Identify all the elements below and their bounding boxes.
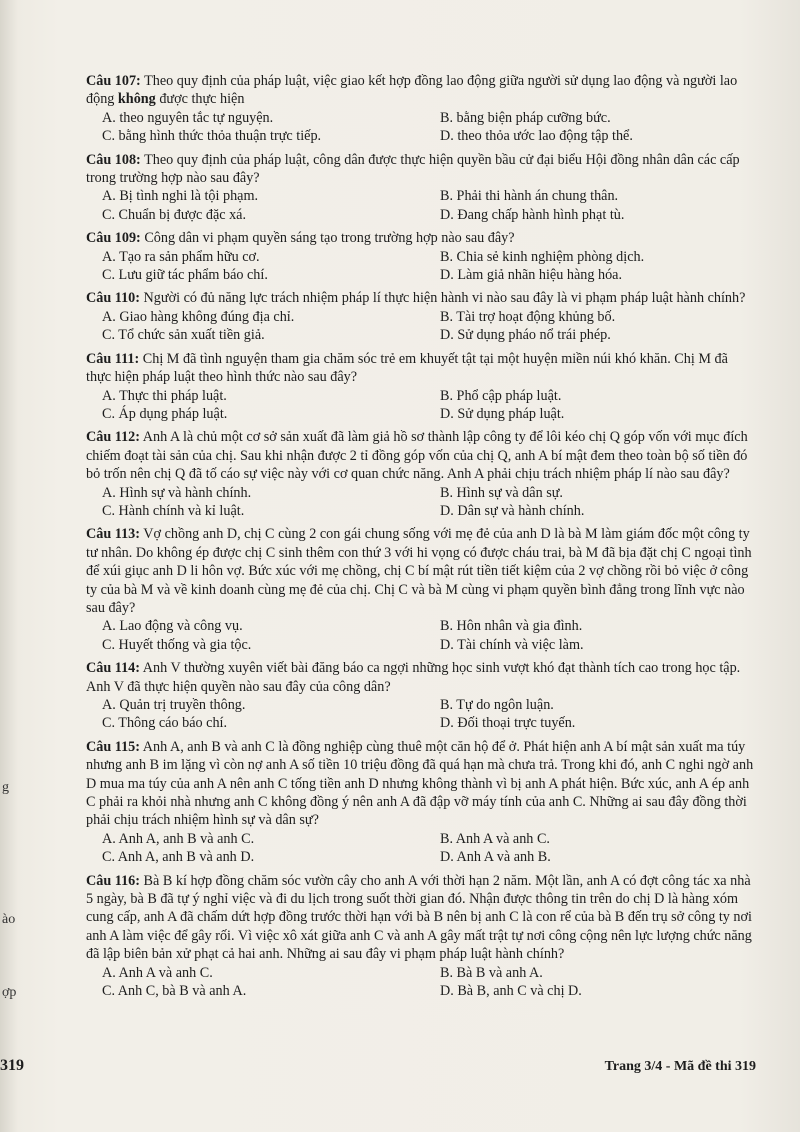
question-stem — [86, 229, 756, 247]
options — [86, 387, 756, 424]
question-text: Chị M đã tình nguyện tham gia chăm sóc trẻ em khuyết tật tại một huyện miền núi khó khăn. Chị M đã thực hiện pháp luật theo hình thức nào sau đây? — [86, 350, 728, 386]
option-a: A. Thực thi pháp luật. — [102, 387, 227, 404]
question-stem — [86, 428, 756, 483]
options — [86, 964, 756, 1001]
question — [86, 659, 756, 733]
question — [86, 350, 756, 424]
question-number: Câu 110: — [86, 290, 140, 307]
option-a: A. Tạo ra sản phẩm hữu cơ. — [102, 248, 260, 265]
question-number: Câu 113: — [86, 526, 140, 543]
question-text: Người có đủ năng lực trách nhiệm pháp lí thực hiện hành vi nào sau đây là vi phạm pháp luật hành chính? — [140, 290, 746, 307]
question-text: Công dân vi phạm quyền sáng tạo trong trường hợp nào sau đây? — [140, 230, 515, 247]
option-b: B. Phải thi hành án chung thân. — [440, 188, 619, 205]
options — [86, 830, 756, 867]
option-b: B. Chia sẻ kinh nghiệm phòng dịch. — [440, 248, 645, 265]
option-a: A. Quản trị truyền thông. — [102, 697, 246, 713]
option-b: B. Phổ cập pháp luật. — [440, 387, 562, 404]
question-number: Câu 116: — [86, 872, 140, 889]
question — [86, 229, 756, 284]
question-number: Câu 109: — [86, 230, 141, 247]
question-text: Bà B kí hợp đồng chăm sóc vườn cây cho anh A với thời hạn 2 năm. Một lần, anh A có đợt công tác xa nhà 5 ngày, bà B đã tự ý nghỉ việc và đi du lịch trong suốt thời gian đó. Nhận được thông tin trên do chị D là hàng xóm cung cấp, anh A đã chấm dứt hợp đồng trước thời hạn với bà B nên bị anh C là con rể của bà B đến trụ sở công ty nơi anh A làm việc để gây rối. Vì việc xô xát giữa anh C và anh A gây mất trật tự nơi công cộng nên lực lượng chức năng đã lập biên bản xử phạt cả hai anh. Những ai sau đây vi phạm pháp luật hành chính? — [86, 872, 752, 963]
question-stem — [86, 350, 756, 387]
option-b: B. Tài trợ hoạt động khủng bố. — [440, 308, 616, 325]
options — [86, 617, 756, 654]
option-b: B. Anh A và anh C. — [440, 830, 550, 847]
question-text: Vợ chồng anh D, chị C cùng 2 con gái chung sống với mẹ đẻ của anh D là bà M làm giám đốc một công ty tư nhân. Do không ép được chị C sinh thêm con thứ 3 với hi vọng có được cháu trai, bà M đã bịa đặt chị C ngoại tình để xúi giục anh D li hôn vợ. Bức xúc với mẹ chồng, chị C bí mật rút tiền tiết kiệm của 2 vợ chồng rồi bỏ việc ở công ty của bà M và về kinh doanh cùng mẹ đẻ của chị. Chị C và bà M cùng vi phạm quyền bình đẳng trong lĩnh vực nào sau đây? — [86, 526, 752, 616]
option-c: C. Lưu giữ tác phẩm báo chí. — [102, 267, 268, 284]
question-number: Câu 107: — [86, 73, 141, 89]
question-stem — [86, 525, 756, 617]
question-number: Câu 111: — [86, 350, 140, 367]
options — [86, 187, 756, 224]
question-list — [86, 72, 756, 1006]
question-number: Câu 114: — [86, 660, 140, 677]
question-stem — [86, 872, 756, 964]
option-a: A. Giao hàng không đúng địa chỉ. — [102, 308, 295, 325]
option-b: B. bằng biện pháp cưỡng bức. — [440, 109, 611, 126]
question — [86, 428, 756, 520]
page-footer: Trang 3/4 - Mã đề thi 319 — [604, 1059, 756, 1074]
option-a: A. Anh A, anh B và anh C. — [102, 830, 255, 847]
option-d: D. Tài chính và việc làm. — [440, 636, 584, 653]
question — [86, 72, 756, 146]
emphasis-word: không — [117, 91, 156, 108]
question-number: Câu 112: — [86, 429, 140, 446]
option-c: C. Anh A, anh B và anh D. — [102, 849, 255, 866]
options — [86, 484, 756, 521]
option-b: B. Hôn nhân và gia đình. — [440, 618, 583, 635]
option-a: A. Anh A và anh C. — [102, 964, 213, 981]
option-d: D. Sử dụng pháo nổ trái phép. — [440, 327, 611, 344]
option-b: B. Tự do ngôn luận. — [440, 697, 554, 713]
question — [86, 872, 756, 1001]
option-a: A. theo nguyên tắc tự nguyện. — [102, 109, 274, 126]
option-c: C. Tổ chức sản xuất tiền giả. — [102, 327, 265, 344]
option-c: C. Anh C, bà B và anh A. — [102, 983, 247, 1000]
option-d: D. Làm giả nhãn hiệu hàng hóa. — [440, 267, 623, 284]
option-d: D. Sử dụng pháp luật. — [440, 405, 565, 422]
question-stem — [86, 72, 756, 109]
option-d: D. Anh A và anh B. — [440, 849, 551, 866]
option-a: A. Hình sự và hành chính. — [102, 484, 252, 501]
question-stem — [86, 289, 756, 307]
options — [86, 696, 756, 733]
option-b: B. Hình sự và dân sự. — [440, 484, 563, 501]
option-c: C. bằng hình thức thỏa thuận trực tiếp. — [102, 128, 322, 145]
option-d: D. theo thỏa ước lao động tập thể. — [440, 128, 633, 145]
option-a: A. Lao động và công vụ. — [102, 618, 243, 635]
margin-fragment: ợp — [2, 985, 17, 1000]
question-stem — [86, 738, 756, 830]
question — [86, 738, 756, 867]
question-text: Anh V thường xuyên viết bài đăng báo ca ngợi những học sinh vượt khó đạt thành tích cao trong học tập. Anh V đã thực hiện quyền nào sau đây của công dân? — [86, 660, 741, 695]
question-number: Câu 115: — [86, 738, 140, 755]
option-d: D. Dân sự và hành chính. — [440, 502, 585, 519]
option-c: C. Áp dụng pháp luật. — [102, 405, 228, 422]
option-d: D. Bà B, anh C và chị D. — [440, 983, 582, 1000]
question-number: Câu 108: — [86, 151, 141, 168]
option-c: C. Thông cáo báo chí. — [102, 715, 228, 732]
option-b: B. Bà B và anh A. — [440, 964, 543, 981]
question — [86, 289, 756, 344]
option-d: D. Đối thoại trực tuyến. — [440, 715, 576, 732]
option-a: A. Bị tình nghi là tội phạm. — [102, 188, 259, 205]
option-c: C. Huyết thống và gia tộc. — [102, 636, 252, 653]
margin-fragment: 319 — [0, 1057, 24, 1074]
question-stem — [86, 659, 756, 696]
option-d: D. Đang chấp hành hình phạt tù. — [440, 206, 625, 223]
question — [86, 151, 756, 225]
option-c: C. Hành chính và kỉ luật. — [102, 502, 245, 519]
margin-fragment: g — [2, 780, 9, 795]
options — [86, 109, 756, 146]
question-text: Anh A, anh B và anh C là đồng nghiệp cùng thuê một căn hộ để ở. Phát hiện anh A bí mật sản xuất ma túy nhưng anh B im lặng vì còn nợ anh A số tiền 10 triệu đồng đã quá hạn mà chưa trả. Trong khi đó, anh C nghi ngờ anh D mua ma túy của anh A nên anh C tống tiền anh D nhưng không thành vì bị anh A phát hiện. Bức xúc, anh A ép anh C phải ra khỏi nhà nhưng anh C không đồng ý nên anh A đã đập vỡ máy tính của anh C. Những ai sau đây đồng thời phải chịu trách nhiệm hình sự và dân sự? — [86, 738, 754, 829]
question-text: Theo quy định của pháp luật, công dân được thực hiện quyền bầu cử đại biểu Hội đồng nhân dân các cấp trong trường hợp nào sau đây? — [86, 151, 740, 187]
question-text: Anh A là chủ một cơ sở sản xuất đã làm giả hồ sơ thành lập công ty để lôi kéo chị Q góp vốn với mục đích chiếm đoạt tài sản của chị. Sau khi nhận được 2 tỉ đồng góp vốn của chị Q, anh A bí mật đem theo toàn bộ số tiền đó bỏ trốn nên chị Q đã tố cáo sự việc này với cơ quan chức năng. Anh A phải chịu trách nhiệm pháp lí nào sau đây? — [86, 429, 748, 483]
options — [86, 308, 756, 345]
option-c: C. Chuẩn bị được đặc xá. — [102, 206, 247, 223]
margin-fragment: ào — [2, 912, 16, 927]
question-text: được thực hiện — [155, 91, 245, 108]
question-text: Theo quy định của pháp luật, việc giao kết hợp đồng lao động giữa người sử dụng lao động và người lao động — [86, 73, 738, 108]
options — [86, 248, 756, 285]
question — [86, 525, 756, 654]
question-stem — [86, 151, 756, 188]
